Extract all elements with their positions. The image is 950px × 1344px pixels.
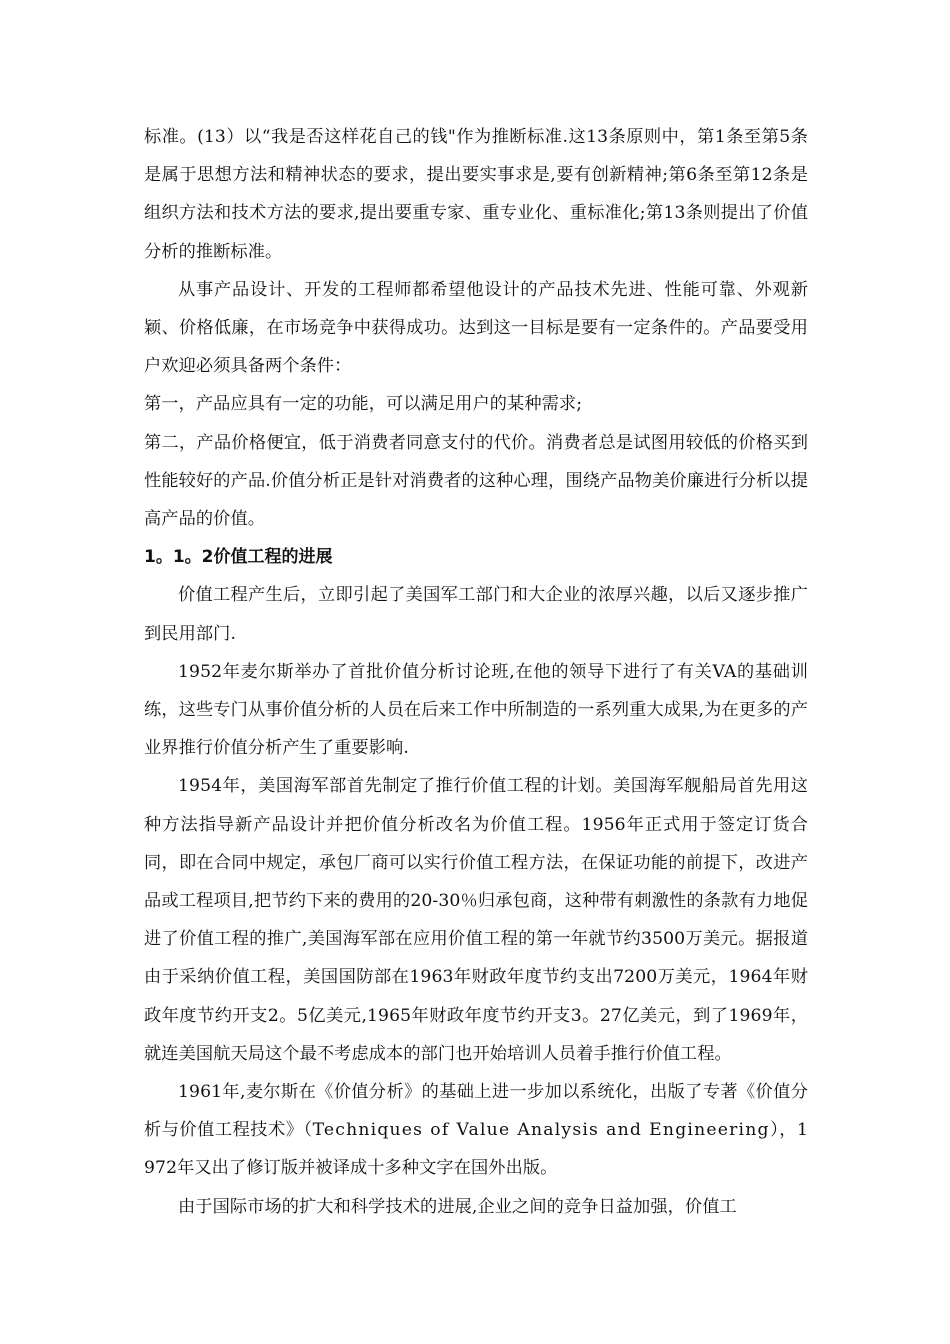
paragraph-1952: 1952年麦尔斯举办了首批价值分析讨论班,在他的领导下进行了有关VA的基础训练，这些专门从事价值分析的人员在后来工作中所制造的一系列重大成果,为在更多的产业界推行价值分析产生了重要影响. xyxy=(144,661,808,759)
paragraph-1961-part1: 1961年,麦尔斯在《价值分析》的基础上进一步加以系统化，出版了专著《价值分析与价值工程技术》（ xyxy=(144,1082,808,1141)
document-page xyxy=(144,118,808,1226)
paragraph-product-design: 从事产品设计、开发的工程师都希望他设计的产品技术先进、性能可靠、外观新颖、价格低廉，在市场竞争中获得成功。达到这一目标是要有一定条件的。产品要受用户欢迎必须具备两个条件： xyxy=(144,279,808,377)
section-heading: 1。1。2价值工程的进展 xyxy=(144,547,333,568)
paragraph-1961 xyxy=(144,1073,808,1188)
paragraph-condition-one: 第一，产品应具有一定的功能，可以满足用户的某种需求; xyxy=(144,394,583,415)
paragraph-1961-part2: ），1972年又出了修订版并被译成十多种文字在国外出版。 xyxy=(144,1120,808,1179)
paragraph-1954: 1954年，美国海军部首先制定了推行价值工程的计划。美国海军舰船局首先用这种方法指导新产品设计并把价值分析改名为价值工程。1956年正式用于签定订货合同，即在合同中规定，承包厂商可以实行价值工程方法，在保证功能的前提下，改进产品或工程项目,把节约下来的费用的20-30％归承包商，这种带有刺激性的条款有力地促进了价值工程的推广,美国海军部在应用价值工程的第一年就节约3500万美元。据报道由于采纳价值工程，美国国防部在1963年财政年度节约支出7200万美元，1964年财政年度节约开支2。5亿美元,1965年财政年度节约开支3。27亿美元，到了1969年，就连美国航天局这个最不考虑成本的部门也开始培训人员着手推行价值工程。 xyxy=(144,776,808,1064)
paragraph-emergence: 价值工程产生后，立即引起了美国军工部门和大企业的浓厚兴趣，以后又逐步推广到民用部门. xyxy=(144,585,808,644)
paragraph-principles: 标准。(13）以“我是否这样花自己的钱"作为推断标准.这13条原则中，第1条至第5条是属于思想方法和精神状态的要求，提出要实事求是,要有创新精神;第6条至第12条是组织方法和技术方法的要求,提出要重专家、重专业化、重标准化;第13条则提出了价值分析的推断标准。 xyxy=(144,127,808,262)
book-title-english: Techniques of Value Analysis and Engineering xyxy=(312,1120,770,1141)
paragraph-international-market: 由于国际市场的扩大和科学技术的进展,企业之间的竞争日益加强，价值工 xyxy=(178,1196,737,1217)
paragraph-condition-two: 第二，产品价格便宜，低于消费者同意支付的代价。消费者总是试图用较低的价格买到性能较好的产品.价值分析正是针对消费者的这种心理，围绕产品物美价廉进行分析以提高产品的价值。 xyxy=(144,432,808,530)
